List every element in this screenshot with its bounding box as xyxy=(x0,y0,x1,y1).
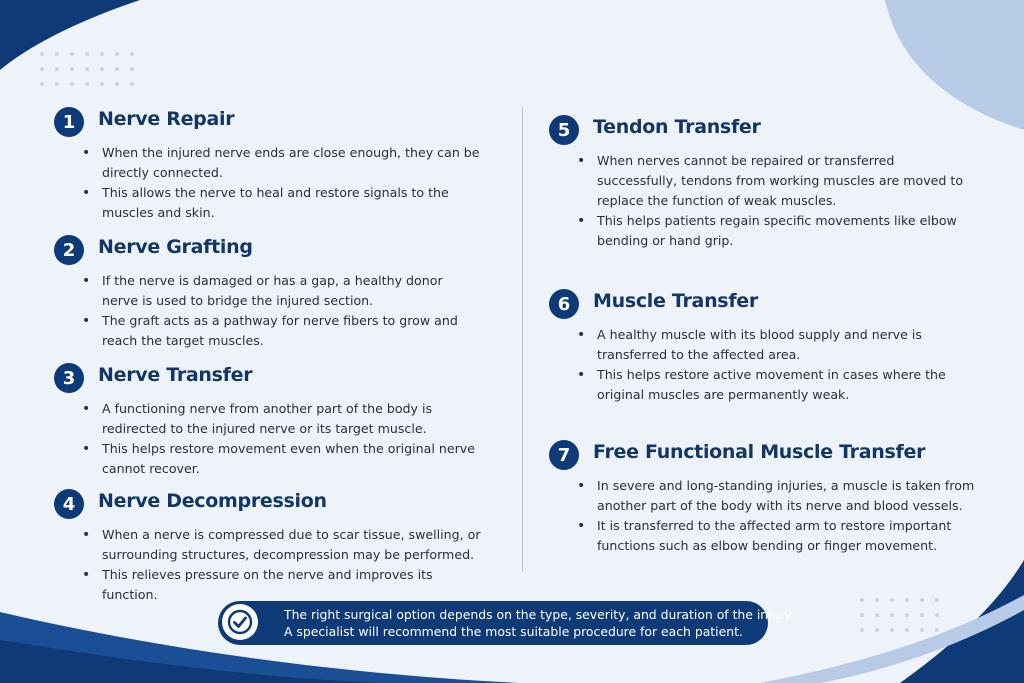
bullet-item: • This helps restore active movement in cases where the original muscles are permanently weak. xyxy=(577,365,987,405)
bullet-list xyxy=(82,143,482,223)
check-circle-icon xyxy=(222,604,258,640)
bullet-item: • This helps patients regain specific movements like elbow bending or hand grip. xyxy=(577,211,977,251)
bullet-item: • This relieves pressure on the nerve and improves its function. xyxy=(82,565,482,605)
bullet-item: • In severe and long-standing injuries, a muscle is taken from another part of the body with its nerve and blood vessels. xyxy=(577,476,977,516)
section-title: Tendon Transfer xyxy=(593,116,761,138)
bullet-list xyxy=(577,476,977,556)
section-title: Muscle Transfer xyxy=(593,290,758,312)
step-number-badge: 2 xyxy=(54,235,84,265)
step-number-badge: 5 xyxy=(549,115,579,145)
section-title: Nerve Grafting xyxy=(98,236,253,258)
summary-note-line: A specialist will recommend the most suitable procedure for each patient. xyxy=(284,624,743,639)
step-number-badge: 3 xyxy=(54,363,84,393)
bullet-item: • The graft acts as a pathway for nerve fibers to grow and reach the target muscles. xyxy=(82,311,482,351)
bullet-item: • This helps restore movement even when the original nerve cannot recover. xyxy=(82,439,492,479)
section-title: Nerve Repair xyxy=(98,108,235,130)
bullet-list xyxy=(82,271,482,351)
section-title: Free Functional Muscle Transfer xyxy=(593,441,926,463)
bullet-item: • A healthy muscle with its blood supply and nerve is transferred to the affected area. xyxy=(577,325,987,365)
section-title: Nerve Transfer xyxy=(98,364,253,386)
column-divider xyxy=(522,107,523,572)
bullet-list xyxy=(82,399,492,479)
summary-note-banner xyxy=(218,601,795,645)
bullet-item: • When a nerve is compressed due to scar tissue, swelling, or surrounding structures, decompression may be performed. xyxy=(82,525,482,565)
bullet-item: • When the injured nerve ends are close enough, they can be directly connected. xyxy=(82,143,482,183)
summary-note-line: The right surgical option depends on the type, severity, and duration of the injury. xyxy=(284,607,795,622)
bullet-list xyxy=(577,151,977,251)
step-number-badge: 4 xyxy=(54,489,84,519)
bullet-item: • A functioning nerve from another part of the body is redirected to the injured nerve or its target muscle. xyxy=(82,399,492,439)
section-title: Nerve Decompression xyxy=(98,490,327,512)
bullet-list xyxy=(82,525,482,605)
step-number-badge: 1 xyxy=(54,107,84,137)
bullet-list xyxy=(577,325,987,405)
bullet-item: • When nerves cannot be repaired or transferred successfully, tendons from working muscles are moved to replace the function of weak muscles. xyxy=(577,151,977,211)
bullet-item: • It is transferred to the affected arm to restore important functions such as elbow bending or finger movement. xyxy=(577,516,977,556)
summary-note-text xyxy=(284,606,794,640)
step-number-badge: 7 xyxy=(549,440,579,470)
step-number-badge: 6 xyxy=(549,289,579,319)
bullet-item: • This allows the nerve to heal and restore signals to the muscles and skin. xyxy=(82,183,482,223)
bullet-item: • If the nerve is damaged or has a gap, a healthy donor nerve is used to bridge the injured section. xyxy=(82,271,482,311)
